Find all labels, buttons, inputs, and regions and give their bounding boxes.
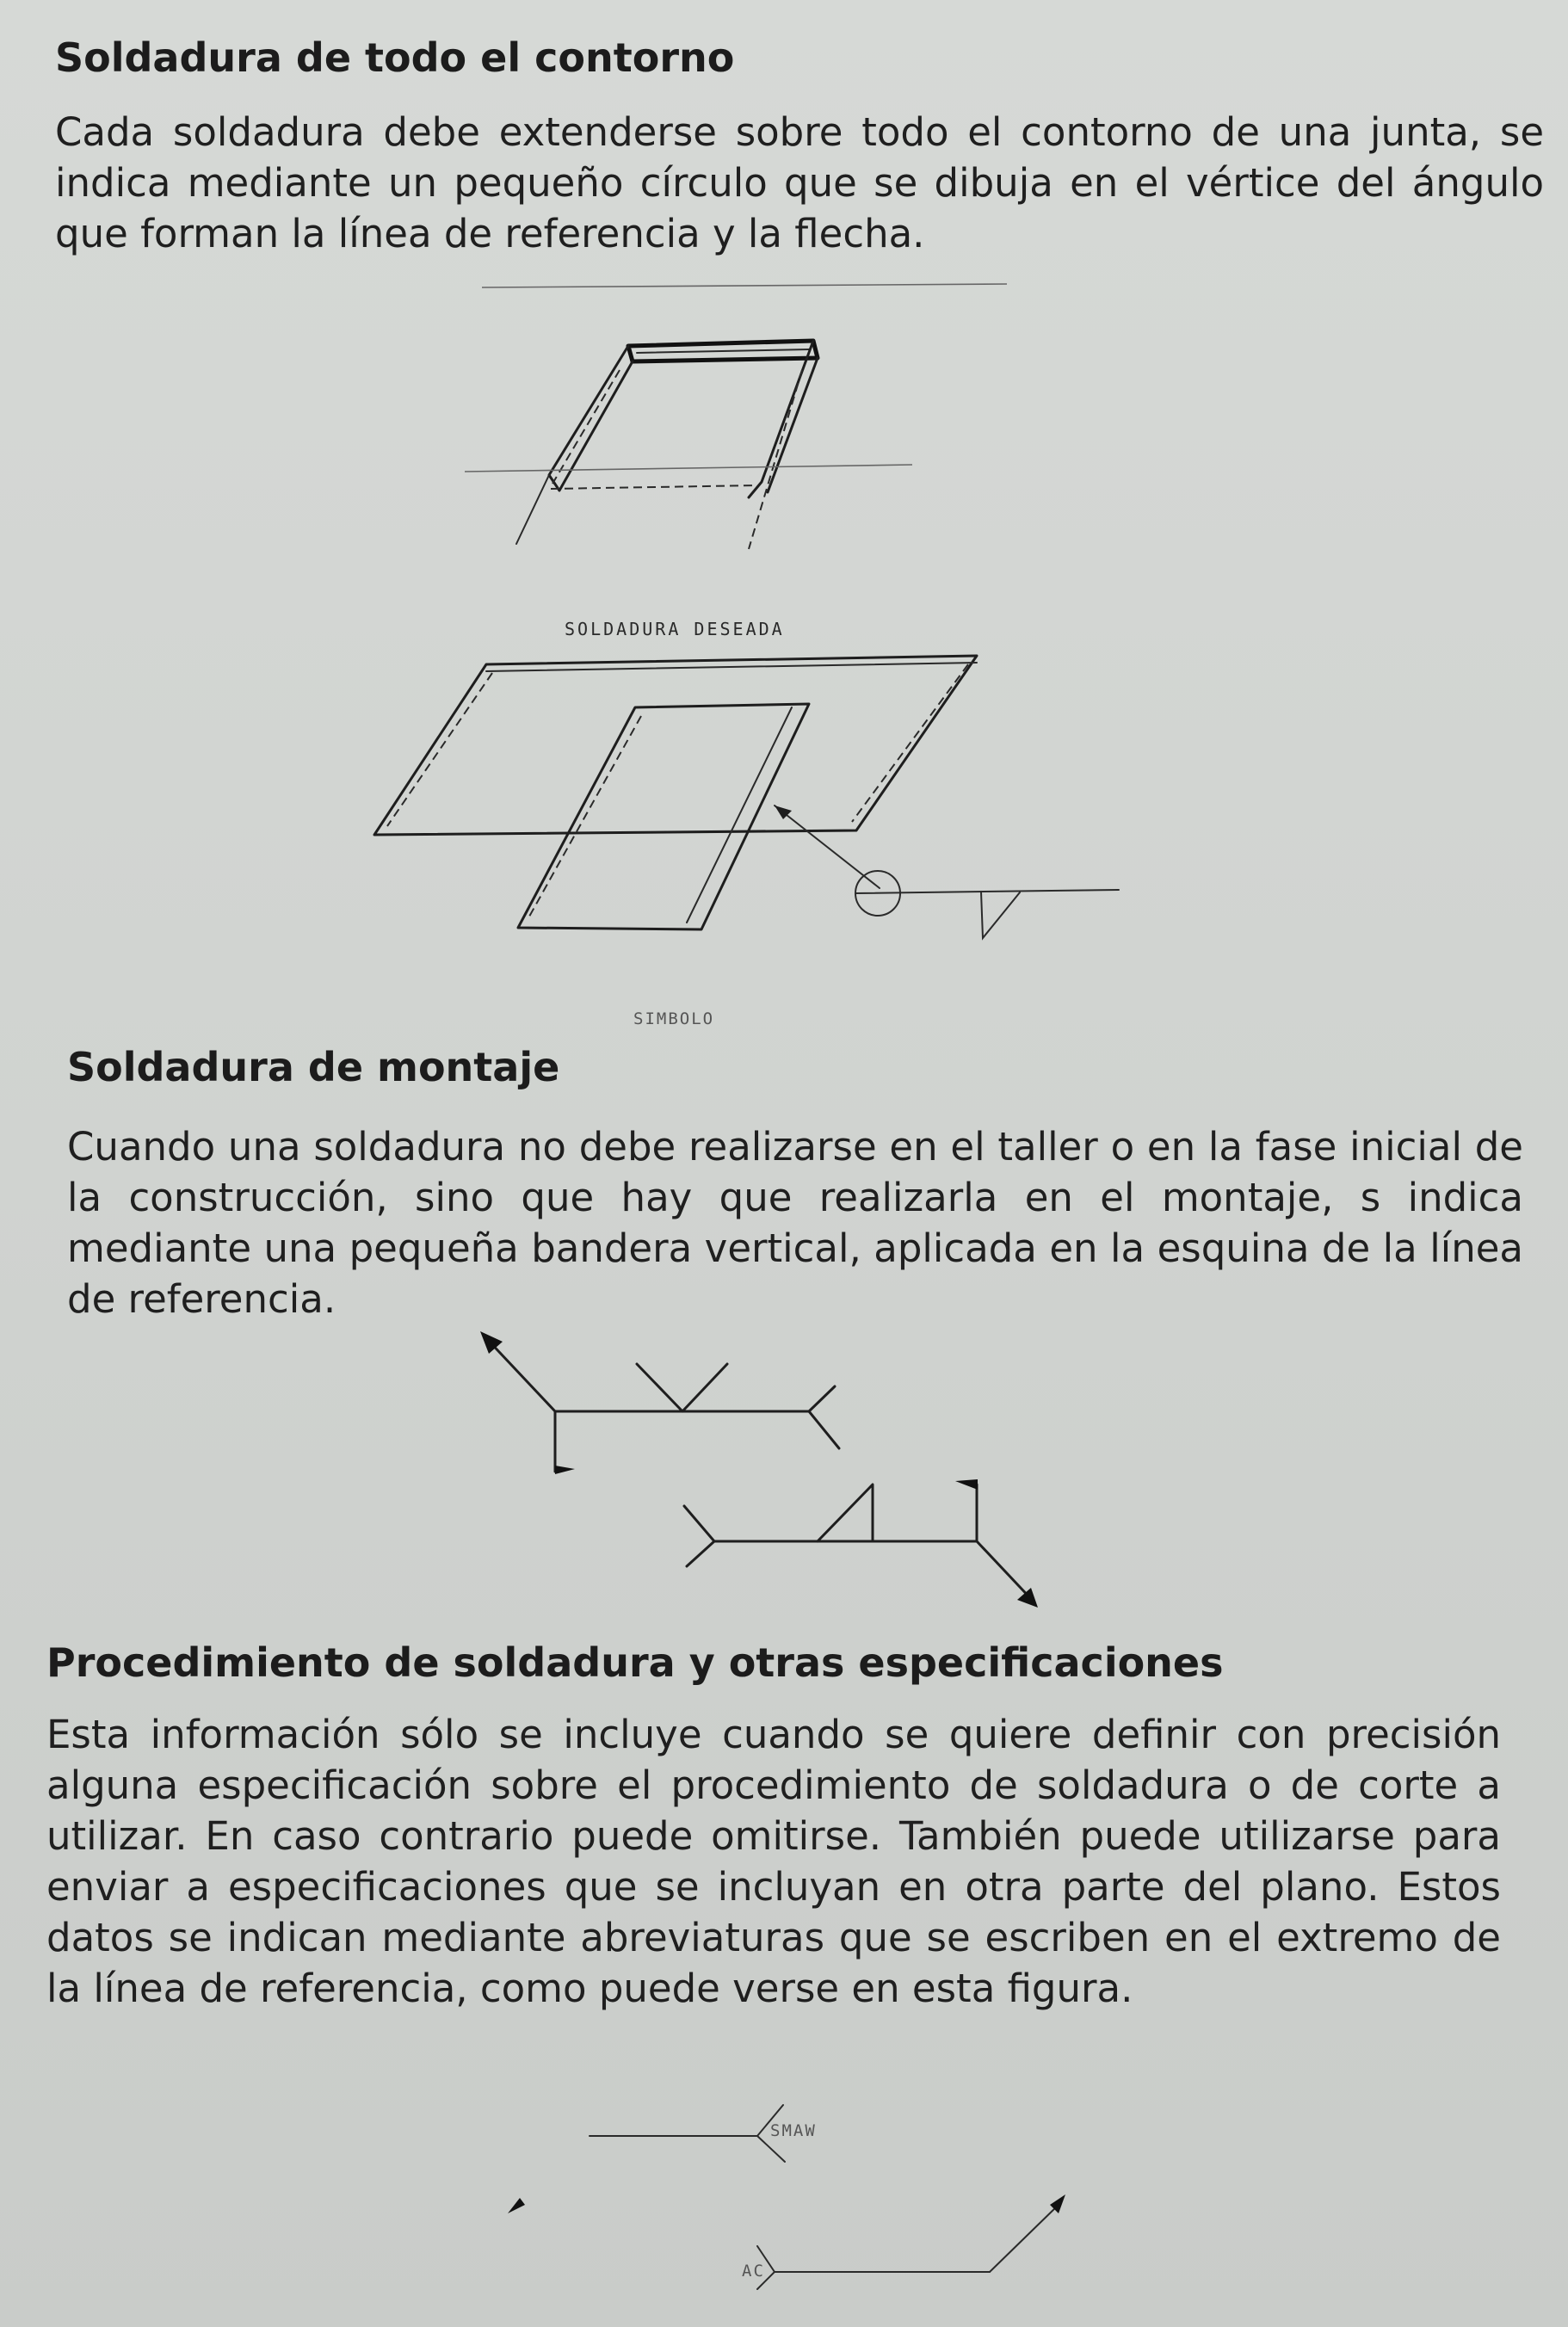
section-heading-procedure: Procedimiento de soldadura y otras especificaciones (46, 1639, 1224, 1686)
flag-icon (955, 1479, 978, 1490)
section-body-assembly: Cuando una soldadura no debe realizarse en el taller o en la fase inicial de la construcción, sino que hay que realizarla en el montaje, s indica mediante una pequeña bandera vertical, aplicada en la esquina de la línea de referencia. (67, 1124, 1523, 1322)
svg-text:SMAW: SMAW (770, 2121, 817, 2140)
tail-spec-figure (499, 2091, 1119, 2327)
flag-icon (555, 1466, 575, 1474)
contour-weld-figure (327, 275, 1153, 1033)
separator-line (482, 284, 1007, 287)
figure-label-desired-weld: SOLDADURA DESEADA (565, 619, 785, 639)
reference-line (855, 890, 1119, 893)
section-heading-contour: Soldadura de todo el contorno (55, 34, 735, 81)
weld-sketch-top (465, 341, 912, 549)
field-weld-symbol-upper (480, 1331, 839, 1474)
field-weld-figure (465, 1321, 1067, 1622)
tail-symbol-lower (742, 2194, 1065, 2289)
tail-symbol-upper (590, 2105, 817, 2162)
figure-label-symbol: SIMBOLO (633, 1009, 715, 1028)
arrow-icon (508, 2198, 525, 2213)
fillet-weld-symbol (981, 892, 1020, 938)
field-weld-symbol-lower (684, 1479, 1038, 1608)
section-body-procedure: Esta información sólo se incluye cuando se quiere definir con precisión alguna especificación sobre el procedimiento de soldadura o de corte a utilizar. En caso contrario puede omitirse. También puede utilizarse para enviar a especificaciones que se incluyan en otra parte del plano. Estos datos se indican mediante abreviaturas que se escriben en el extremo de la línea de referencia, como puede verse en esta figura. (46, 1712, 1501, 2011)
section-heading-assembly: Soldadura de montaje (67, 1044, 560, 1090)
section-body-contour: Cada soldadura debe extenderse sobre todo el contorno de una junta, se indica mediante un pequeño círculo que se dibuja en el vértice del ángulo que forman la línea de referencia y la flecha. (55, 109, 1544, 256)
svg-text:AC: AC (742, 2262, 765, 2281)
weld-sketch-bottom (374, 656, 1119, 938)
